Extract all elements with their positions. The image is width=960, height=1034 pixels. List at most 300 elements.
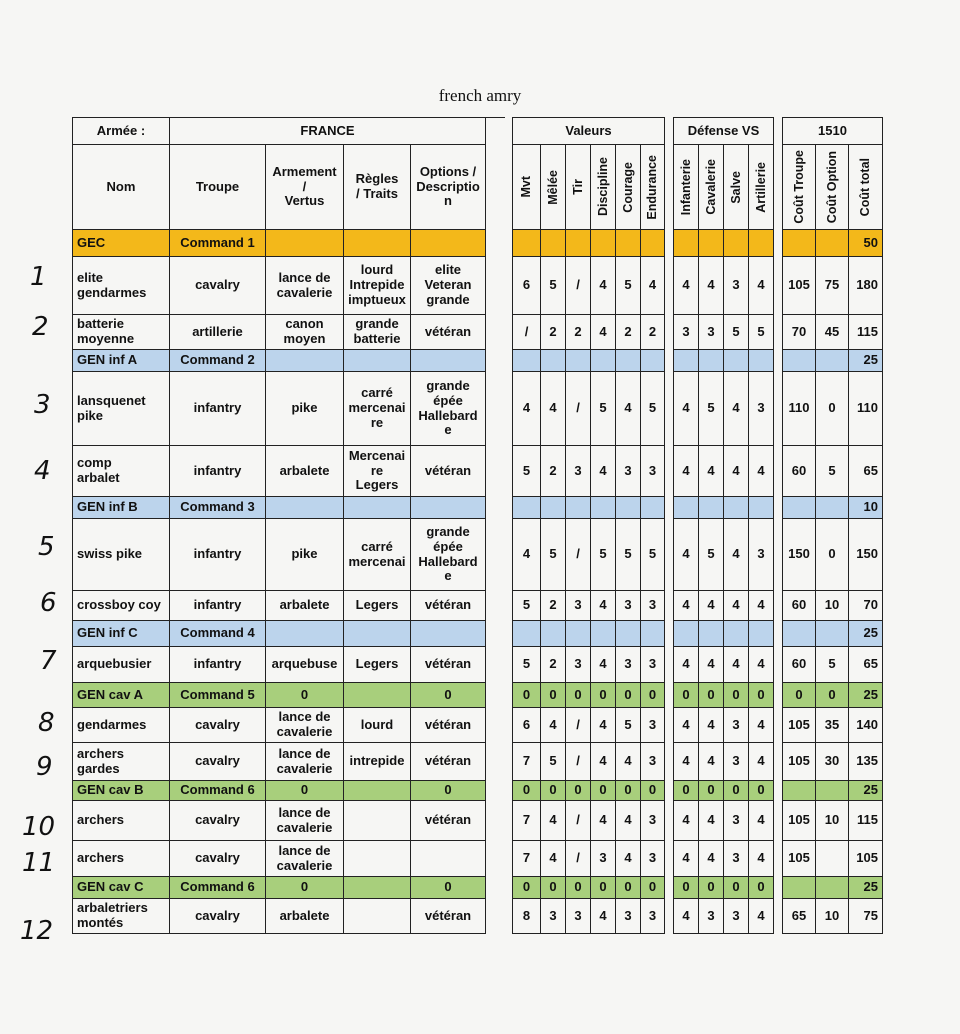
- row-5-options: vétéran: [411, 446, 486, 497]
- row-6-def-1: [699, 497, 724, 519]
- row-11-troupe: Command 5: [170, 683, 266, 708]
- row-3-cost-2: 25: [849, 350, 883, 372]
- row-5-nom: comp arbalet: [73, 446, 170, 497]
- row-2-cost-0: 70: [783, 315, 816, 350]
- row-8-def-2: 4: [724, 591, 749, 621]
- valeurs-header-text: Tir: [570, 179, 585, 195]
- row-1-arm: lance de cavalerie: [266, 257, 344, 315]
- row-10-def-3: 4: [749, 647, 774, 683]
- defense-header-3: [749, 145, 774, 230]
- row-5-cost-1: 5: [816, 446, 849, 497]
- row-12-val-4: 5: [616, 708, 641, 743]
- row-11-val-5: 0: [641, 683, 665, 708]
- row-13-val-3: 4: [591, 743, 616, 781]
- row-7-val-4: 5: [616, 519, 641, 591]
- row-9-val-1: [541, 621, 566, 647]
- row-5-val-5: 3: [641, 446, 665, 497]
- row-8-arm: arbalete: [266, 591, 344, 621]
- valeurs-header-4: [616, 145, 641, 230]
- row-4-def-2: 4: [724, 372, 749, 446]
- row-17-val-1: 0: [541, 877, 566, 899]
- handwritten-number: 2: [32, 312, 49, 342]
- row-9-nom: GEN inf C: [73, 621, 170, 647]
- row-18-val-1: 3: [541, 899, 566, 934]
- handwritten-number: 8: [38, 708, 55, 738]
- row-15-troupe: cavalry: [170, 801, 266, 841]
- row-10-val-2: 3: [566, 647, 591, 683]
- row-18-cost-2: 75: [849, 899, 883, 934]
- row-12-val-3: 4: [591, 708, 616, 743]
- row-4-def-1: 5: [699, 372, 724, 446]
- row-13-def-1: 4: [699, 743, 724, 781]
- row-3-cost-1: [816, 350, 849, 372]
- row-14-cost-1: [816, 781, 849, 801]
- row-11-def-3: 0: [749, 683, 774, 708]
- row-18-val-3: 4: [591, 899, 616, 934]
- row-11-nom: GEN cav A: [73, 683, 170, 708]
- row-17-regles: [344, 877, 411, 899]
- row-2-val-4: 2: [616, 315, 641, 350]
- row-7-val-2: /: [566, 519, 591, 591]
- row-9-cost-2: 25: [849, 621, 883, 647]
- row-1-val-2: /: [566, 257, 591, 315]
- row-11-def-2: 0: [724, 683, 749, 708]
- row-10-troupe: infantry: [170, 647, 266, 683]
- row-15-val-3: 4: [591, 801, 616, 841]
- row-14-val-2: 0: [566, 781, 591, 801]
- row-1-def-1: 4: [699, 257, 724, 315]
- row-16-cost-0: 105: [783, 841, 816, 877]
- row-17-troupe: Command 6: [170, 877, 266, 899]
- row-13-val-4: 4: [616, 743, 641, 781]
- defense-header-0: [674, 145, 699, 230]
- row-14-nom: GEN cav B: [73, 781, 170, 801]
- row-10-cost-1: 5: [816, 647, 849, 683]
- handwritten-number: 4: [34, 456, 51, 486]
- defense-header-text: Artillerie: [753, 161, 768, 213]
- row-1-troupe: cavalry: [170, 257, 266, 315]
- row-14-val-0: 0: [513, 781, 541, 801]
- row-11-options: 0: [411, 683, 486, 708]
- valeurs-header-text: Mêlée: [545, 169, 560, 205]
- row-3-val-4: [616, 350, 641, 372]
- row-7-val-3: 5: [591, 519, 616, 591]
- row-13-val-1: 5: [541, 743, 566, 781]
- row-12-val-1: 4: [541, 708, 566, 743]
- row-8-val-2: 3: [566, 591, 591, 621]
- row-0-arm: [266, 230, 344, 257]
- row-2-troupe: artillerie: [170, 315, 266, 350]
- row-6-cost-0: [783, 497, 816, 519]
- row-9-regles: [344, 621, 411, 647]
- row-6-val-4: [616, 497, 641, 519]
- row-0-regles: [344, 230, 411, 257]
- row-10-cost-0: 60: [783, 647, 816, 683]
- row-13-def-3: 4: [749, 743, 774, 781]
- row-11-def-0: 0: [674, 683, 699, 708]
- row-3-regles: [344, 350, 411, 372]
- row-4-val-0: 4: [513, 372, 541, 446]
- cost-header-2: [849, 145, 883, 230]
- row-5-val-4: 3: [616, 446, 641, 497]
- row-14-options: 0: [411, 781, 486, 801]
- row-4-def-3: 3: [749, 372, 774, 446]
- handwritten-number: 6: [40, 588, 57, 618]
- row-13-troupe: cavalry: [170, 743, 266, 781]
- row-17-cost-2: 25: [849, 877, 883, 899]
- row-8-cost-1: 10: [816, 591, 849, 621]
- row-18-regles: [344, 899, 411, 934]
- row-10-regles: Legers: [344, 647, 411, 683]
- row-5-val-3: 4: [591, 446, 616, 497]
- row-3-def-2: [724, 350, 749, 372]
- row-13-cost-2: 135: [849, 743, 883, 781]
- row-13-val-2: /: [566, 743, 591, 781]
- row-7-val-5: 5: [641, 519, 665, 591]
- row-18-def-0: 4: [674, 899, 699, 934]
- row-5-def-3: 4: [749, 446, 774, 497]
- row-12-arm: lance de cavalerie: [266, 708, 344, 743]
- defense-header-text: Cavalerie: [703, 159, 718, 215]
- row-12-val-2: /: [566, 708, 591, 743]
- row-0-val-1: [541, 230, 566, 257]
- row-10-cost-2: 65: [849, 647, 883, 683]
- row-6-arm: [266, 497, 344, 519]
- row-3-val-0: [513, 350, 541, 372]
- row-17-val-4: 0: [616, 877, 641, 899]
- row-7-val-0: 4: [513, 519, 541, 591]
- row-15-arm: lance de cavalerie: [266, 801, 344, 841]
- cost-header-text: Coût total: [858, 157, 873, 217]
- row-8-def-3: 4: [749, 591, 774, 621]
- valeurs-header-0: [513, 145, 541, 230]
- row-16-def-0: 4: [674, 841, 699, 877]
- row-15-val-0: 7: [513, 801, 541, 841]
- row-7-arm: pike: [266, 519, 344, 591]
- row-8-def-1: 4: [699, 591, 724, 621]
- cost-table: [782, 117, 883, 934]
- row-6-def-2: [724, 497, 749, 519]
- row-14-cost-2: 25: [849, 781, 883, 801]
- row-4-cost-0: 110: [783, 372, 816, 446]
- row-6-cost-2: 10: [849, 497, 883, 519]
- valeurs-header-text: Discipline: [595, 157, 610, 217]
- row-2-def-1: 3: [699, 315, 724, 350]
- unit-table: [72, 117, 505, 934]
- row-15-val-1: 4: [541, 801, 566, 841]
- row-3-def-3: [749, 350, 774, 372]
- row-11-val-4: 0: [616, 683, 641, 708]
- row-10-def-2: 4: [724, 647, 749, 683]
- row-18-val-4: 3: [616, 899, 641, 934]
- row-6-def-0: [674, 497, 699, 519]
- row-9-def-3: [749, 621, 774, 647]
- row-9-val-3: [591, 621, 616, 647]
- row-16-val-0: 7: [513, 841, 541, 877]
- row-3-val-5: [641, 350, 665, 372]
- header-3: Règles / Traits: [344, 145, 411, 230]
- row-13-cost-0: 105: [783, 743, 816, 781]
- row-6-cost-1: [816, 497, 849, 519]
- cost-header-0: [783, 145, 816, 230]
- row-2-val-3: 4: [591, 315, 616, 350]
- row-3-def-0: [674, 350, 699, 372]
- row-14-cost-0: [783, 781, 816, 801]
- row-10-val-1: 2: [541, 647, 566, 683]
- row-7-options: grande épée Hallebard e: [411, 519, 486, 591]
- row-5-regles: Mercenai re Legers: [344, 446, 411, 497]
- row-16-cost-2: 105: [849, 841, 883, 877]
- row-12-val-0: 6: [513, 708, 541, 743]
- row-5-val-1: 2: [541, 446, 566, 497]
- row-15-val-5: 3: [641, 801, 665, 841]
- row-2-nom: batterie moyenne: [73, 315, 170, 350]
- defense-title: Défense VS: [674, 118, 774, 145]
- row-9-troupe: Command 4: [170, 621, 266, 647]
- row-13-cost-1: 30: [816, 743, 849, 781]
- row-18-val-0: 8: [513, 899, 541, 934]
- row-4-options: grande épée Hallebard e: [411, 372, 486, 446]
- row-1-options: elite Veteran grande: [411, 257, 486, 315]
- row-17-def-0: 0: [674, 877, 699, 899]
- row-2-regles: grande batterie: [344, 315, 411, 350]
- row-11-def-1: 0: [699, 683, 724, 708]
- row-17-def-3: 0: [749, 877, 774, 899]
- row-13-val-5: 3: [641, 743, 665, 781]
- row-16-options: [411, 841, 486, 877]
- row-8-def-0: 4: [674, 591, 699, 621]
- cost-title: 1510: [783, 118, 883, 145]
- row-6-val-2: [566, 497, 591, 519]
- row-7-nom: swiss pike: [73, 519, 170, 591]
- row-16-val-3: 3: [591, 841, 616, 877]
- row-3-nom: GEN inf A: [73, 350, 170, 372]
- row-0-val-4: [616, 230, 641, 257]
- row-0-nom: GEC: [73, 230, 170, 257]
- row-10-options: vétéran: [411, 647, 486, 683]
- row-8-val-5: 3: [641, 591, 665, 621]
- row-15-cost-1: 10: [816, 801, 849, 841]
- row-1-def-2: 3: [724, 257, 749, 315]
- row-13-val-0: 7: [513, 743, 541, 781]
- row-2-def-2: 5: [724, 315, 749, 350]
- row-16-val-5: 3: [641, 841, 665, 877]
- row-18-val-2: 3: [566, 899, 591, 934]
- row-7-troupe: infantry: [170, 519, 266, 591]
- row-17-val-5: 0: [641, 877, 665, 899]
- row-15-options: vétéran: [411, 801, 486, 841]
- row-9-val-2: [566, 621, 591, 647]
- row-4-cost-2: 110: [849, 372, 883, 446]
- row-16-def-1: 4: [699, 841, 724, 877]
- row-14-arm: 0: [266, 781, 344, 801]
- row-3-val-1: [541, 350, 566, 372]
- row-11-arm: 0: [266, 683, 344, 708]
- row-5-cost-0: 60: [783, 446, 816, 497]
- row-16-regles: [344, 841, 411, 877]
- row-5-def-2: 4: [724, 446, 749, 497]
- row-9-def-0: [674, 621, 699, 647]
- row-16-nom: archers: [73, 841, 170, 877]
- row-12-nom: gendarmes: [73, 708, 170, 743]
- row-17-def-2: 0: [724, 877, 749, 899]
- row-11-cost-2: 25: [849, 683, 883, 708]
- row-0-val-5: [641, 230, 665, 257]
- row-0-def-3: [749, 230, 774, 257]
- defense-header-1: [699, 145, 724, 230]
- row-6-val-3: [591, 497, 616, 519]
- row-10-val-5: 3: [641, 647, 665, 683]
- row-8-options: vétéran: [411, 591, 486, 621]
- row-0-cost-0: [783, 230, 816, 257]
- row-12-val-5: 3: [641, 708, 665, 743]
- row-2-val-1: 2: [541, 315, 566, 350]
- row-9-val-0: [513, 621, 541, 647]
- row-18-troupe: cavalry: [170, 899, 266, 934]
- row-0-cost-2: 50: [849, 230, 883, 257]
- row-6-nom: GEN inf B: [73, 497, 170, 519]
- row-3-def-1: [699, 350, 724, 372]
- row-0-val-3: [591, 230, 616, 257]
- row-12-options: vétéran: [411, 708, 486, 743]
- row-5-def-0: 4: [674, 446, 699, 497]
- row-15-nom: archers: [73, 801, 170, 841]
- row-17-arm: 0: [266, 877, 344, 899]
- row-9-val-5: [641, 621, 665, 647]
- row-5-troupe: infantry: [170, 446, 266, 497]
- row-1-def-0: 4: [674, 257, 699, 315]
- row-2-arm: canon moyen: [266, 315, 344, 350]
- row-4-val-3: 5: [591, 372, 616, 446]
- row-2-options: vétéran: [411, 315, 486, 350]
- row-1-cost-1: 75: [816, 257, 849, 315]
- row-2-def-0: 3: [674, 315, 699, 350]
- row-0-def-2: [724, 230, 749, 257]
- row-1-val-5: 4: [641, 257, 665, 315]
- row-4-cost-1: 0: [816, 372, 849, 446]
- row-2-val-2: 2: [566, 315, 591, 350]
- row-2-val-5: 2: [641, 315, 665, 350]
- row-15-regles: [344, 801, 411, 841]
- row-7-def-2: 4: [724, 519, 749, 591]
- row-12-regles: lourd: [344, 708, 411, 743]
- document-title: french amry: [438, 86, 522, 105]
- valeurs-header-2: [566, 145, 591, 230]
- row-8-regles: Legers: [344, 591, 411, 621]
- row-18-val-5: 3: [641, 899, 665, 934]
- row-7-def-3: 3: [749, 519, 774, 591]
- row-14-regles: [344, 781, 411, 801]
- row-3-options: [411, 350, 486, 372]
- row-5-def-1: 4: [699, 446, 724, 497]
- row-7-cost-2: 150: [849, 519, 883, 591]
- handwritten-number: 9: [36, 752, 53, 782]
- row-16-def-2: 3: [724, 841, 749, 877]
- row-8-cost-2: 70: [849, 591, 883, 621]
- row-1-regles: lourd Intrepide imptueux: [344, 257, 411, 315]
- row-15-def-0: 4: [674, 801, 699, 841]
- handwritten-number: 12: [20, 916, 54, 946]
- row-8-val-1: 2: [541, 591, 566, 621]
- row-3-troupe: Command 2: [170, 350, 266, 372]
- row-15-def-2: 3: [724, 801, 749, 841]
- row-7-def-0: 4: [674, 519, 699, 591]
- row-0-val-2: [566, 230, 591, 257]
- row-13-def-0: 4: [674, 743, 699, 781]
- row-16-cost-1: [816, 841, 849, 877]
- row-14-val-5: 0: [641, 781, 665, 801]
- handwritten-number: 1: [30, 262, 47, 292]
- defense-table: [673, 117, 774, 934]
- row-14-val-3: 0: [591, 781, 616, 801]
- row-2-val-0: /: [513, 315, 541, 350]
- valeurs-header-1: [541, 145, 566, 230]
- row-15-cost-0: 105: [783, 801, 816, 841]
- row-9-options: [411, 621, 486, 647]
- row-7-val-1: 5: [541, 519, 566, 591]
- row-5-arm: arbalete: [266, 446, 344, 497]
- row-13-arm: lance de cavalerie: [266, 743, 344, 781]
- row-4-val-5: 5: [641, 372, 665, 446]
- handwritten-number: 7: [40, 646, 57, 676]
- row-12-cost-1: 35: [816, 708, 849, 743]
- row-17-val-2: 0: [566, 877, 591, 899]
- row-13-def-2: 3: [724, 743, 749, 781]
- row-5-cost-2: 65: [849, 446, 883, 497]
- row-9-def-1: [699, 621, 724, 647]
- row-12-def-3: 4: [749, 708, 774, 743]
- row-10-def-1: 4: [699, 647, 724, 683]
- row-2-cost-2: 115: [849, 315, 883, 350]
- row-13-regles: intrepide: [344, 743, 411, 781]
- row-9-val-4: [616, 621, 641, 647]
- row-2-cost-1: 45: [816, 315, 849, 350]
- row-14-def-0: 0: [674, 781, 699, 801]
- row-17-val-0: 0: [513, 877, 541, 899]
- row-11-val-0: 0: [513, 683, 541, 708]
- row-10-val-4: 3: [616, 647, 641, 683]
- row-15-val-2: /: [566, 801, 591, 841]
- row-1-nom: elite gendarmes: [73, 257, 170, 315]
- row-13-options: vétéran: [411, 743, 486, 781]
- row-12-troupe: cavalry: [170, 708, 266, 743]
- row-14-def-1: 0: [699, 781, 724, 801]
- row-7-cost-0: 150: [783, 519, 816, 591]
- row-9-cost-0: [783, 621, 816, 647]
- row-18-def-1: 3: [699, 899, 724, 934]
- header-0: Nom: [73, 145, 170, 230]
- row-6-regles: [344, 497, 411, 519]
- row-3-val-2: [566, 350, 591, 372]
- row-17-def-1: 0: [699, 877, 724, 899]
- row-14-val-1: 0: [541, 781, 566, 801]
- row-16-troupe: cavalry: [170, 841, 266, 877]
- row-0-val-0: [513, 230, 541, 257]
- row-15-def-3: 4: [749, 801, 774, 841]
- row-0-options: [411, 230, 486, 257]
- row-11-val-1: 0: [541, 683, 566, 708]
- row-14-troupe: Command 6: [170, 781, 266, 801]
- row-10-val-3: 4: [591, 647, 616, 683]
- row-4-val-1: 4: [541, 372, 566, 446]
- row-12-cost-0: 105: [783, 708, 816, 743]
- armee-value: FRANCE: [170, 118, 486, 145]
- row-12-def-0: 4: [674, 708, 699, 743]
- row-3-cost-0: [783, 350, 816, 372]
- row-2-def-3: 5: [749, 315, 774, 350]
- defense-header-2: [724, 145, 749, 230]
- row-10-def-0: 4: [674, 647, 699, 683]
